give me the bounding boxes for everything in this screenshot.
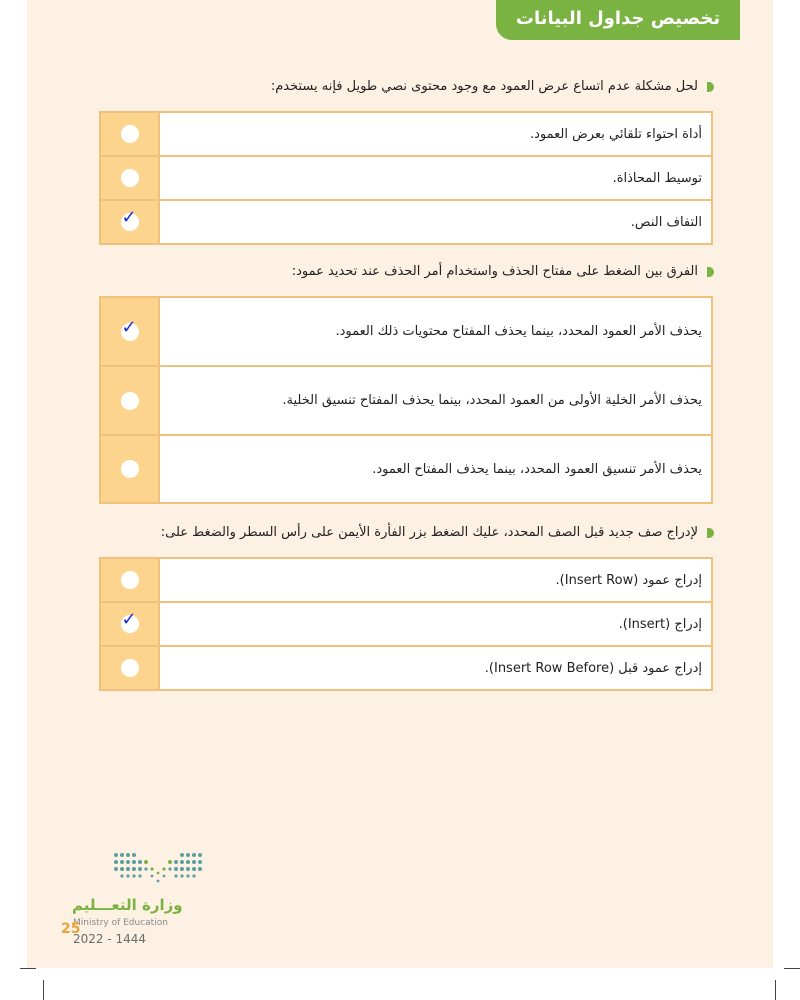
edition-year: 2022 - 1444 <box>73 932 147 946</box>
option-row[interactable] <box>101 367 711 436</box>
option-row[interactable] <box>101 298 711 367</box>
bullet-icon <box>707 528 714 538</box>
bullet-icon <box>707 82 714 92</box>
checkmark-icon: ✓ <box>121 316 137 338</box>
option-row[interactable] <box>101 113 711 157</box>
radio-circle-icon[interactable] <box>121 609 139 633</box>
radio-circle-icon[interactable] <box>121 571 139 589</box>
radio-circle-icon[interactable] <box>121 169 139 187</box>
bullet-icon <box>707 267 714 277</box>
radio-circle-icon[interactable] <box>121 392 139 410</box>
option-row[interactable] <box>101 603 711 647</box>
option-text: يحذف الأمر تنسيق العمود المحدد، بينما يحذف المفتاح العمود. <box>372 461 702 477</box>
radio-circle-icon[interactable] <box>121 207 139 231</box>
radio-circle-icon[interactable] <box>121 659 139 677</box>
crop-mark <box>20 968 36 969</box>
option-row[interactable] <box>101 201 711 243</box>
option-text: إدراج (Insert). <box>618 616 702 632</box>
crop-mark <box>43 980 44 1000</box>
question-3-prompt: لإدراج صف جديد قبل الصف المحدد، عليك الضغط بزر الفأرة الأيمن على رأس السطر والضغط على: <box>161 525 714 540</box>
crop-mark <box>775 980 776 1000</box>
question-2-prompt: الفرق بين الضغط على مفتاح الحذف واستخدام أمر الحذف عند تحديد عمود: <box>292 264 714 279</box>
option-text: إدراج عمود (Insert Row). <box>555 572 702 588</box>
checkmark-icon: ✓ <box>121 207 137 228</box>
ministry-logo-icon <box>112 851 204 887</box>
page-title: تخصيص جداول البيانات <box>496 0 740 40</box>
question-2-options <box>99 296 713 504</box>
option-row[interactable] <box>101 157 711 201</box>
radio-circle-icon[interactable] <box>121 460 139 478</box>
option-row[interactable] <box>101 559 711 603</box>
option-text: إدراج عمود قبل (Insert Row Before). <box>484 660 702 676</box>
option-text: أداة احتواء تلقائي بعرض العمود. <box>529 126 702 142</box>
option-text: يحذف الأمر الخلية الأولى من العمود المحدد، بينما يحذف المفتاح تنسيق الخلية. <box>282 393 702 408</box>
radio-circle-icon[interactable] <box>121 125 139 143</box>
question-1-prompt: لحل مشكلة عدم اتساع عرض العمود مع وجود محتوى نصي طويل فإنه يستخدم: <box>271 79 714 94</box>
crop-mark <box>784 968 800 969</box>
radio-circle-icon[interactable] <box>121 316 139 341</box>
page-number: 25 <box>61 921 81 937</box>
option-text: التفاف النص. <box>630 214 702 230</box>
ministry-name-arabic: وزارة التعـــليم <box>72 896 183 914</box>
option-text: يحذف الأمر العمود المحدد، بينما يحذف المفتاح محتويات ذلك العمود. <box>335 324 702 339</box>
option-row[interactable] <box>101 647 711 689</box>
question-1-options <box>99 111 713 245</box>
option-text: توسيط المحاذاة. <box>612 170 702 186</box>
ministry-name-english: Ministry of Education <box>73 918 168 928</box>
checkmark-icon: ✓ <box>121 609 137 630</box>
question-3-options <box>99 557 713 691</box>
option-row[interactable] <box>101 436 711 502</box>
